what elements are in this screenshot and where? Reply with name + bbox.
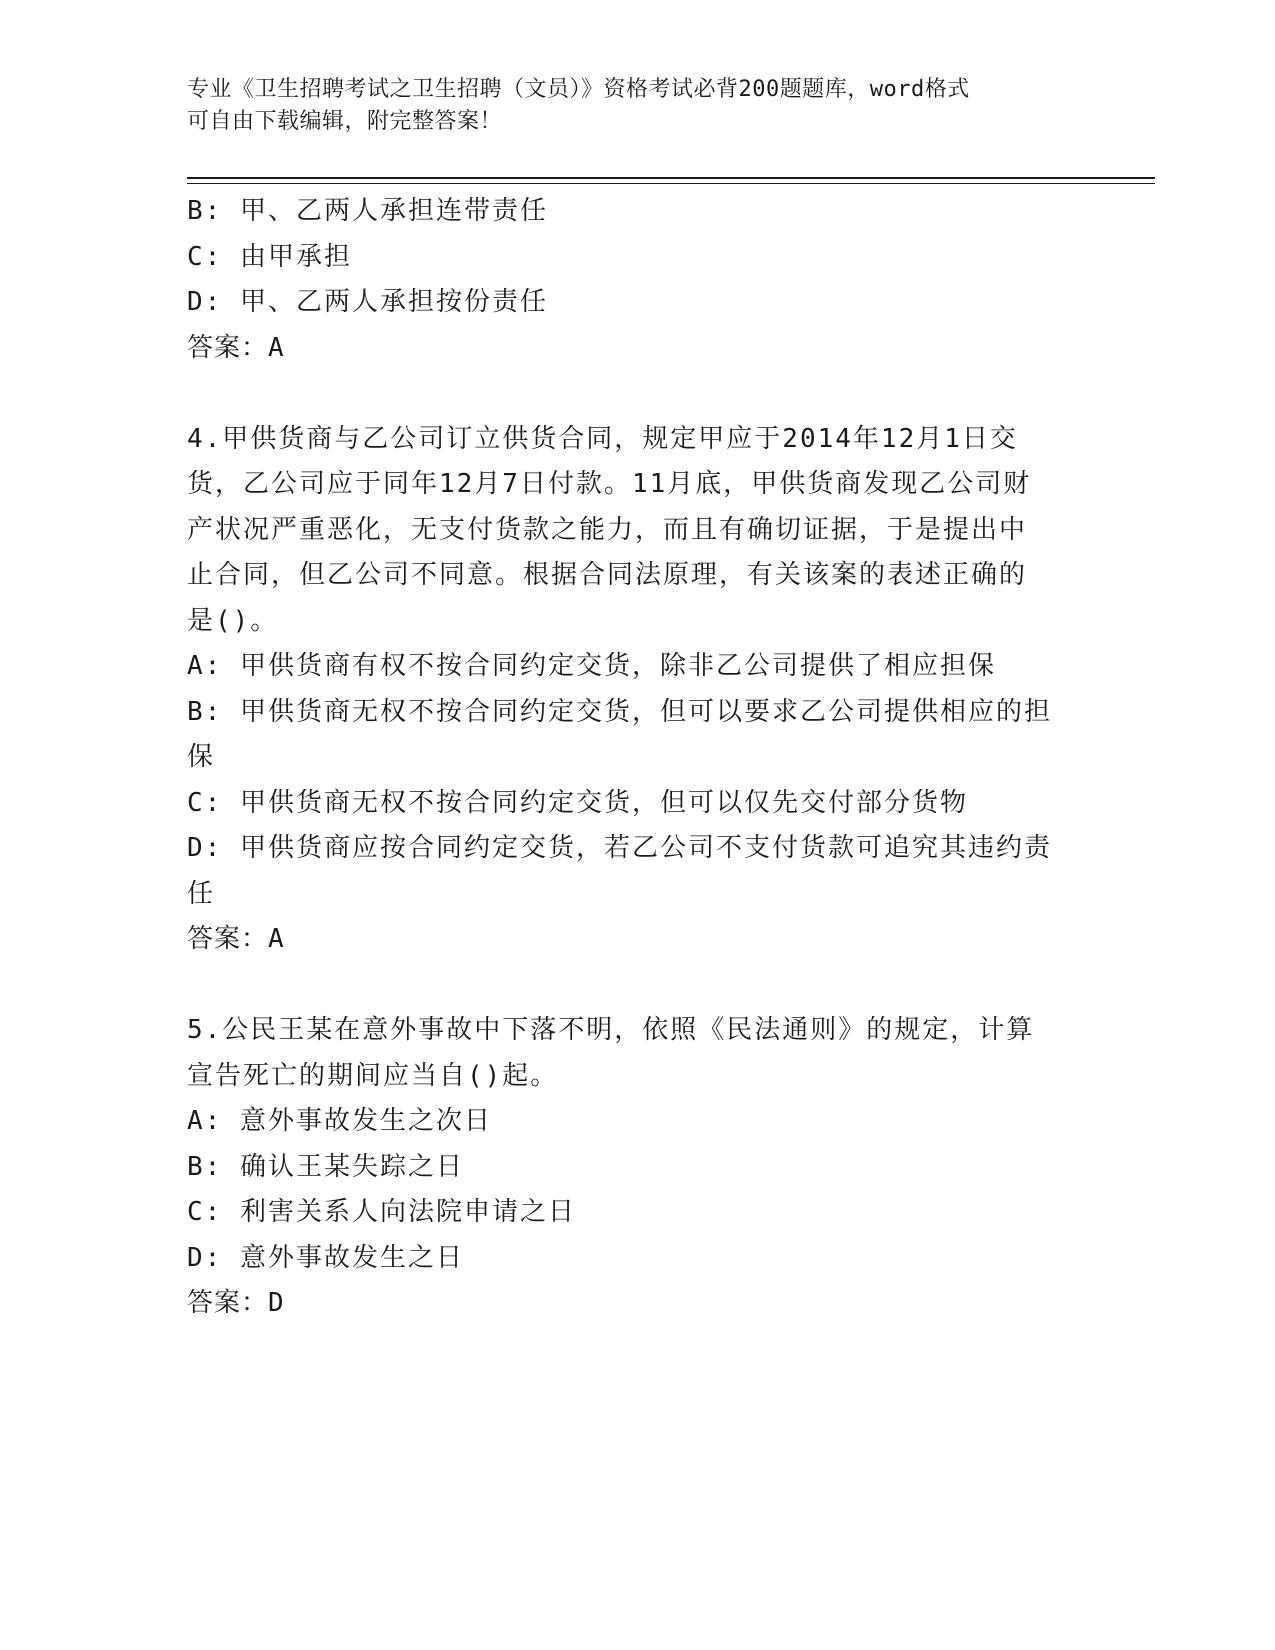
- question-4-option-a: A: 甲供货商有权不按合同约定交货，除非乙公司提供了相应担保: [187, 651, 996, 681]
- question-4-stem-line-4: 止合同，但乙公司不同意。根据合同法原理，有关该案的表述正确的: [187, 560, 1028, 590]
- question-5-option-c: C: 利害关系人向法院申请之日: [187, 1197, 576, 1227]
- header-title-line-2: 可自由下载编辑，附完整答案！: [187, 109, 503, 134]
- question-5-stem-line-1: 5.公民王某在意外事故中下落不明，依照《民法通则》的规定，计算: [187, 1015, 1035, 1045]
- question-4-stem-line-5: 是()。: [187, 605, 279, 636]
- question-5-answer: 答案：D: [187, 1288, 285, 1318]
- question-4-option-b-line-2: 保: [187, 742, 216, 772]
- prev-question-block: [187, 189, 1087, 371]
- question-4-block: [187, 417, 1087, 963]
- question-4-stem-line-2: 货，乙公司应于同年12月7日付款。11月底，甲供货商发现乙公司财: [187, 469, 1032, 499]
- question-4-option-b-line-1: B: 甲供货商无权不按合同约定交货，但可以要求乙公司提供相应的担: [187, 696, 1052, 727]
- question-4-option-d-line-2: 任: [187, 878, 216, 909]
- question-5-block: [187, 1008, 1087, 1327]
- question-4-option-c: C: 甲供货商无权不按合同约定交货，但可以仅先交付部分货物: [187, 787, 968, 818]
- question-5-option-d: D: 意外事故发生之日: [187, 1242, 464, 1273]
- question-content: [187, 189, 1087, 1327]
- question-5-option-a: A: 意外事故发生之次日: [187, 1106, 492, 1136]
- answer-line: 答案：A: [187, 332, 285, 363]
- option-b: B: 甲、乙两人承担连带责任: [187, 196, 548, 226]
- option-d: D: 甲、乙两人承担按份责任: [187, 287, 548, 317]
- question-5-option-b: B: 确认王某失踪之日: [187, 1151, 464, 1182]
- page-header: [187, 74, 1087, 138]
- option-c: C: 由甲承担: [187, 241, 352, 272]
- header-rule-thick: [187, 177, 1155, 179]
- header-rule-thin: [187, 183, 1155, 184]
- question-4-stem-line-3: 产状况严重恶化，无支付货款之能力，而且有确切证据，于是提出中: [187, 514, 1028, 545]
- header-title-line-1: 专业《卫生招聘考试之卫生招聘（文员）》资格考试必背200题题库，word格式: [187, 77, 970, 102]
- question-5-stem-line-2: 宣告死亡的期间应当自()起。: [187, 1060, 559, 1091]
- spacer: [187, 963, 1087, 1009]
- question-4-stem-line-1: 4.甲供货商与乙公司订立供货合同，规定甲应于2014年12月1日交: [187, 423, 1018, 454]
- question-4-answer: 答案：A: [187, 924, 285, 954]
- question-4-option-d-line-1: D: 甲供货商应按合同约定交货，若乙公司不支付货款可追究其违约责: [187, 833, 1052, 863]
- spacer: [187, 371, 1087, 417]
